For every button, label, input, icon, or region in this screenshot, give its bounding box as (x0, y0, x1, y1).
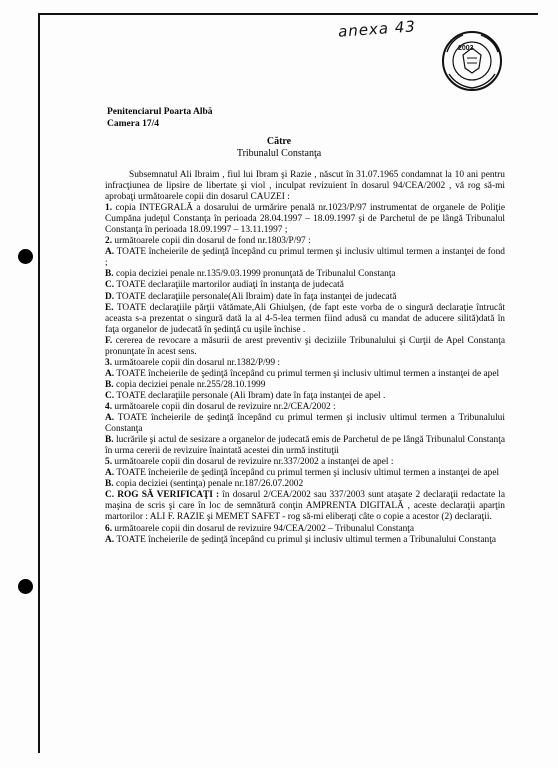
paragraph-label: B. (105, 269, 114, 280)
letter-paragraph (105, 402, 505, 413)
letter-paragraph (105, 303, 505, 336)
letter-paragraph (105, 280, 505, 291)
paragraph-text: lucrările şi actul de sesizare a organelor de judecată emis de Parchetul de pe lângă Tribunalul Constanţa în urma cererii de revizuire înaintată acestei din urmă instituţii (105, 435, 506, 457)
paragraph-text: TOATE încheierile de şedinţă începând cu primul termen şi inclusiv ultimul termen a instanţei de fond ; (105, 247, 505, 269)
paragraph-label: 4. (105, 401, 113, 412)
paragraph-text: cererea de revocare a măsurii de arest preventiv şi deciziile Tribunalului şi Curţii de Apel Constanţa pronunţate în acest sens. (105, 335, 505, 357)
paragraph-text: copia deciziei penale nr.255/28.10.1999 (115, 379, 266, 390)
official-stamp-seal (441, 30, 503, 92)
sender-institution: Penitenciarul Poarta Albă (107, 107, 213, 117)
paragraph-label: B. (105, 479, 114, 490)
paragraph-label: 3. (105, 357, 113, 368)
letter-paragraph (105, 524, 505, 535)
punch-hole (18, 249, 33, 264)
paragraph-label: 6. (105, 523, 113, 534)
paragraph-text: următoarele copii din dosarul de revizuire nr.2/CEA/2002 : (114, 401, 336, 412)
letter-paragraph (105, 269, 505, 280)
paragraph-text: următoarele copii din dosarul de fond nr.1803/P/97 : (114, 236, 311, 247)
paragraph-label: 1. (105, 203, 113, 214)
paragraph-label: A. (105, 534, 115, 545)
letter-paragraph (105, 468, 505, 479)
paragraph-text: TOATE declaraţiile personale(Ali Ibraim) date în faţa instanţei de judecată (116, 291, 397, 302)
letter-paragraph (105, 236, 505, 247)
paragraph-text: copia deciziei (sentinţa) penale nr.187/26.07.2002 (115, 479, 304, 490)
letter-paragraph (105, 435, 505, 457)
paragraph-text: TOATE încheierile de şedinţă începând cu primul termen şi inclusiv ultimul termen a Tribunalului Constanţa (105, 413, 505, 435)
letter-paragraph (105, 413, 505, 435)
paragraph-label: D. (105, 291, 115, 302)
recipient-name: Tribunalul Constanţa (236, 148, 322, 159)
recipient-heading: Către (266, 136, 292, 147)
paragraph-label: C. (105, 280, 115, 291)
letter-paragraph (105, 490, 505, 523)
paragraph-label: C. (105, 390, 115, 401)
letter-paragraph (105, 336, 505, 358)
handwritten-annotation: anexa 43 (337, 17, 417, 41)
letter-paragraph (105, 170, 505, 203)
stamp-date: 2003 (458, 45, 474, 52)
paragraph-label: F. (105, 335, 113, 346)
paragraph-label: A. (105, 413, 115, 424)
letter-paragraph (105, 457, 505, 468)
paragraph-label: C. ROG SĂ VERIFICAŢI : (105, 490, 220, 501)
paragraph-text: TOATE încheierile de şedinţă începând cu primul şi inclusiv ultimul termen a Tribunalului Constanţa (116, 534, 497, 545)
letter-paragraph (105, 358, 505, 369)
paragraph-label: A. (105, 247, 115, 258)
paragraph-label: A. (105, 368, 115, 379)
letter-paragraph (105, 203, 505, 236)
letter-paragraph (105, 369, 505, 380)
paragraph-label: A. (105, 468, 115, 479)
paragraph-text: TOATE declaraţiile martorilor audiaţi în instanţa de judecată (116, 280, 344, 291)
letter-paragraph (105, 380, 505, 391)
paragraph-label: E. (105, 302, 114, 313)
paragraph-text: TOATE declaraţiile părţii vătămate,Ali Ghiulşen, (de fapt este vorba de o singură declaraţie întrucât aceasta s-a prezentat o singură dată la al 4-5-lea termen fiind adusă cu mandat de aducere silită)dată în faţa organelor de judecată în şedinţă cu uşile închise . (105, 302, 505, 335)
paragraph-text: TOATE încheierile de şedinţă începând cu primul termen şi inclusiv ultimul termen a instanţei de apel (116, 368, 500, 379)
letter-paragraph (105, 292, 505, 303)
letter-paragraph (105, 535, 505, 546)
scan-border-left (38, 13, 40, 753)
sender-cell: Camera 17/4 (107, 119, 159, 129)
paragraph-text: următoarele copii din dosarul de revizuire nr.337/2002 a instanţei de apel : (114, 457, 394, 468)
paragraph-label: B. (105, 379, 114, 390)
paragraph-text: următoarele copii din dosarul de revizuire 94/CEA/2002 – Tribunalul Constanţa (114, 523, 415, 534)
paragraph-label: 2. (105, 236, 113, 247)
paragraph-text: următoarele copii din dosarul nr.1382/P/99 : (114, 357, 280, 368)
paragraph-label: 5. (105, 457, 113, 468)
letter-paragraph (105, 391, 505, 402)
paragraph-text: TOATE declaraţiile personale (Ali Ibram) date în faţa instanţei de apel . (116, 390, 386, 401)
letter-paragraph (105, 247, 505, 269)
paragraph-text: în dosarul 2/CEA/2002 sau 337/2003 sunt ataşate 2 declaraţii redactate la maşina de scris şi care în loc de semnătură conţin AMPRENTA DIGITALĂ , aceste declaraţii aparţin martorilor : ALI F. RAZIE şi MEMET SAFET - rog să-mi eliberaţi câte o copie a acestor (2) declaraţii. (105, 490, 505, 523)
scan-border-top (38, 13, 538, 15)
letter-body (105, 170, 505, 546)
letter-paragraph (105, 479, 505, 490)
punch-hole (18, 579, 33, 594)
paragraph-text: copia INTEGRALĂ a dosarului de urmărire penală nr.1023/P/97 instrumentat de organele de Poliţie Cumpăna judeţul Constanţa în perioada 28.04.1997 – 18.09.1997 şi de Parchetul de pe lângă Tribunalul Constanţa în perioada 18.09.1997 – 13.11.1997 ; (105, 203, 506, 236)
paragraph-text: copia deciziei penale nr.135/9.03.1999 pronunţată de Tribunalul Constanţa (115, 269, 396, 280)
paragraph-label: B. (105, 435, 114, 446)
paragraph-text: Subsemnatul Ali Ibraim , fiul lui Ibram şi Razie , născut în 31.07.1965 condamnat la 10 ani pentru infracţiunea de lipsire de libertate şi viol , inculpat revizuient în dosarul 94/CEA/2002 , vă rog să-mi aprobaţi următoarele copii din dosarul CAUZEI : (105, 170, 505, 203)
sender-header (107, 106, 213, 130)
paragraph-text: TOATE încheierile de şedinţă începând cu primul termen şi inclusiv ultimul termen a instanţei de apel (116, 468, 500, 479)
